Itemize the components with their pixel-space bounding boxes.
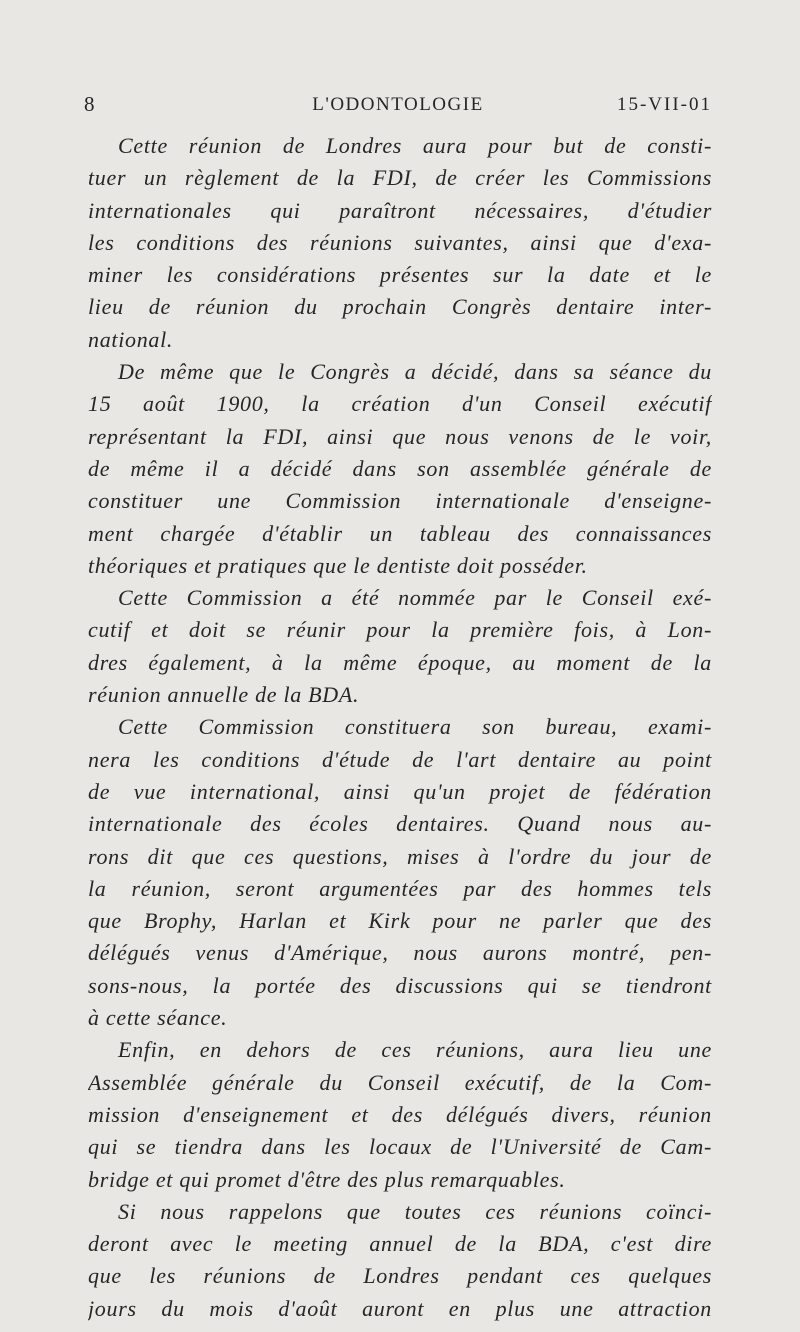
text-line: délégués venus d'Amérique, nous aurons montré, pen- xyxy=(88,940,712,966)
issue-date: 15-VII-01 xyxy=(616,94,712,115)
text-line: de vue international, ainsi qu'un projet de fédération xyxy=(88,778,712,804)
text-line: qui se tiendra dans les locaux de l'Université de Cam- xyxy=(88,1134,712,1160)
text-line: de même il a décidé dans son assemblée générale de xyxy=(88,455,712,481)
text-line: réunion annuelle de la BDA. xyxy=(88,682,360,708)
text-line: internationale des écoles dentaires. Quand nous au- xyxy=(88,811,712,837)
text-line: rons dit que ces questions, mises à l'ordre du jour de xyxy=(88,843,712,869)
text-line: miner les considérations présentes sur la date et le xyxy=(88,262,712,288)
text-line: national. xyxy=(88,326,174,352)
text-line: représentant la FDI, ainsi que nous venons de le voir, xyxy=(88,423,712,449)
text-line: Si nous rappelons que toutes ces réunions coïnci- xyxy=(118,1198,712,1224)
text-line: dres également, à la même époque, au moment de la xyxy=(88,649,712,675)
text-line: Cette réunion de Londres aura pour but de consti- xyxy=(118,133,712,158)
page-number: 8 xyxy=(84,92,96,116)
text-line: nera les conditions d'étude de l'art dentaire au point xyxy=(88,746,712,772)
text-line: que les réunions de Londres pendant ces quelques xyxy=(88,1263,712,1289)
text-line: théoriques et pratiques que le dentiste doit posséder. xyxy=(88,552,588,578)
text-line: les conditions des réunions suivantes, ainsi que d'exa- xyxy=(88,229,712,255)
text-line: constituer une Commission internationale d'enseigne- xyxy=(88,488,712,514)
text-line: mission d'enseignement et des délégués divers, réunion xyxy=(88,1101,712,1127)
text-line: De même que le Congrès a décidé, dans sa séance du xyxy=(118,359,712,385)
text-line: sons-nous, la portée des discussions qui se tiendront xyxy=(88,972,712,998)
text-line: à cette séance. xyxy=(88,1005,228,1031)
running-header xyxy=(84,92,712,122)
text-line: bridge et qui promet d'être des plus remarquables. xyxy=(88,1166,566,1192)
text-line: cutif et doit se réunir pour la première fois, à Lon- xyxy=(88,617,712,643)
text-line: la réunion, seront argumentées par des hommes tels xyxy=(88,875,712,901)
journal-title: L'ODONTOLOGIE xyxy=(312,94,484,115)
text-line: deront avec le meeting annuel de la BDA, c'est dire xyxy=(88,1231,712,1257)
text-line: ment chargée d'établir un tableau des connaissances xyxy=(88,520,712,546)
text-line: 15 août 1900, la création d'un Conseil exécutif xyxy=(88,391,712,417)
text-line: Cette Commission a été nommée par le Conseil exé- xyxy=(118,585,712,611)
text-line: Cette Commission constituera son bureau, exami- xyxy=(118,714,712,740)
text-line: Assemblée générale du Conseil exécutif, de la Com- xyxy=(88,1069,712,1095)
text-line: jours du mois d'août auront en plus une attraction xyxy=(88,1295,712,1321)
body-text xyxy=(88,130,712,1325)
text-line: que Brophy, Harlan et Kirk pour ne parler que des xyxy=(88,908,712,934)
text-line: tuer un règlement de la FDI, de créer les Commissions xyxy=(88,165,712,191)
text-line: internationales qui paraîtront nécessaires, d'étudier xyxy=(88,197,712,223)
text-line: lieu de réunion du prochain Congrès dentaire inter- xyxy=(88,294,712,320)
text-line: Enfin, en dehors de ces réunions, aura lieu une xyxy=(118,1037,712,1063)
